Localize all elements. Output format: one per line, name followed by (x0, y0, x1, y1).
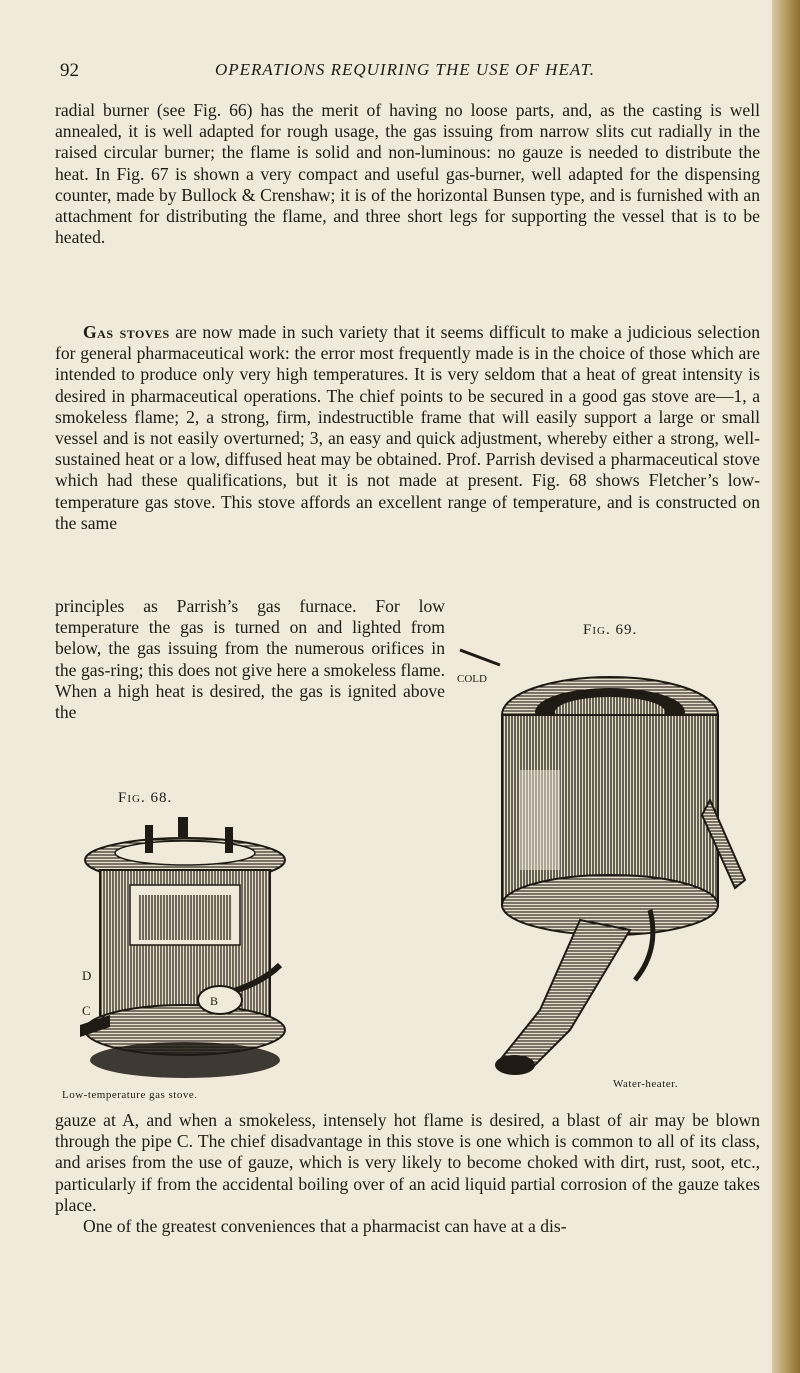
running-head: OPERATIONS REQUIRING THE USE OF HEAT. (214, 60, 596, 79)
fig69-label: Fig. 69. (583, 622, 638, 638)
water-heater-drawing (457, 620, 760, 1080)
paragraph-4-text: One of the greatest conveniences that a pharmacist can have at a dis- (83, 1216, 567, 1237)
fig68-caption: Low-temperature gas stove. (62, 1089, 198, 1101)
gas-stoves-heading: Gas stoves (83, 322, 170, 342)
paragraph-3-text: gauze at A, and when a smokeless, intensely hot flame is desired, a blast of air may be blown through the pipe C. The chief disadvantage in this stove is one which is common to all of its class, and arises from the use of gauze, which is very likely to become choked with dirt, rust, soot, etc., particularly if from the accidental boiling over of an acid liquid partial corrosion of the gauze takes place. (55, 1110, 760, 1215)
paragraph-1 (55, 100, 760, 248)
page-number: 92 (60, 60, 79, 81)
page-header (60, 60, 750, 90)
fig68-letter-d: D (82, 968, 92, 983)
paragraph-2 (55, 322, 760, 534)
paragraph-2-wrapped (55, 596, 445, 723)
fig68-letter-b: B (210, 994, 219, 1008)
gas-stove-drawing (70, 815, 300, 1085)
paragraph-2-wrap-text: principles as Parrish’s gas furnace. For low temperature the gas is turned on and lighted from below, the gas issuing from the numerous orifices in the gas-ring; this does not give here a smokeless flame. When a high heat is desired, the gas is ignited above the (55, 596, 445, 723)
paragraph-3 (55, 1110, 760, 1237)
paragraph-2-text: are now made in such variety that it seems difficult to make a judicious selection for general pharmaceutical work: the error most frequently made is in the choice of those which are intended to produce only very high temperatures. It is very seldom that a heat of great intensity is desired in pharmaceutical operations. The chief points to be secured in a good gas stove are—1, a smokeless flame; 2, a strong, firm, indestructible frame that will easily support a large or small vessel and is not easily overturned; 3, an easy and quick adjustment, whereby either a strong, well-sustained heat or a low, diffused heat may be obtained. Prof. Parrish devised a pharmaceutical stove which had these qualifications, but it is not made at present. Fig. 68 shows Fletcher’s low-temperature gas stove. This stove affords an excellent range of temperature, and is constructed on the same (55, 322, 761, 533)
fig68-letter-c: C (82, 1003, 91, 1018)
fig69-caption: Water-heater. (613, 1078, 678, 1090)
fig69-illustration (457, 620, 760, 1080)
paragraph-1-text: radial burner (see Fig. 66) has the merit of having no loose parts, and, as the casting is well annealed, it is well adapted for rough usage, the gas issuing from narrow slits cut radially in the raised circular burner; the flame is solid and non-luminous: no gauze is needed to distribute the heat. In Fig. 67 is shown a very compact and useful gas-burner, well adapted for the dispensing counter, made by Bullock & Crenshaw; it is of the horizontal Bunsen type, and is furnished with an attachment for distributing the flame, and three short legs for supporting the vessel that is to be heated. (55, 100, 760, 248)
fig69-cold-label: COLD (457, 673, 487, 685)
fig68-illustration (70, 815, 300, 1085)
fig68-label: Fig. 68. (118, 790, 173, 806)
page-edge (772, 0, 800, 1373)
